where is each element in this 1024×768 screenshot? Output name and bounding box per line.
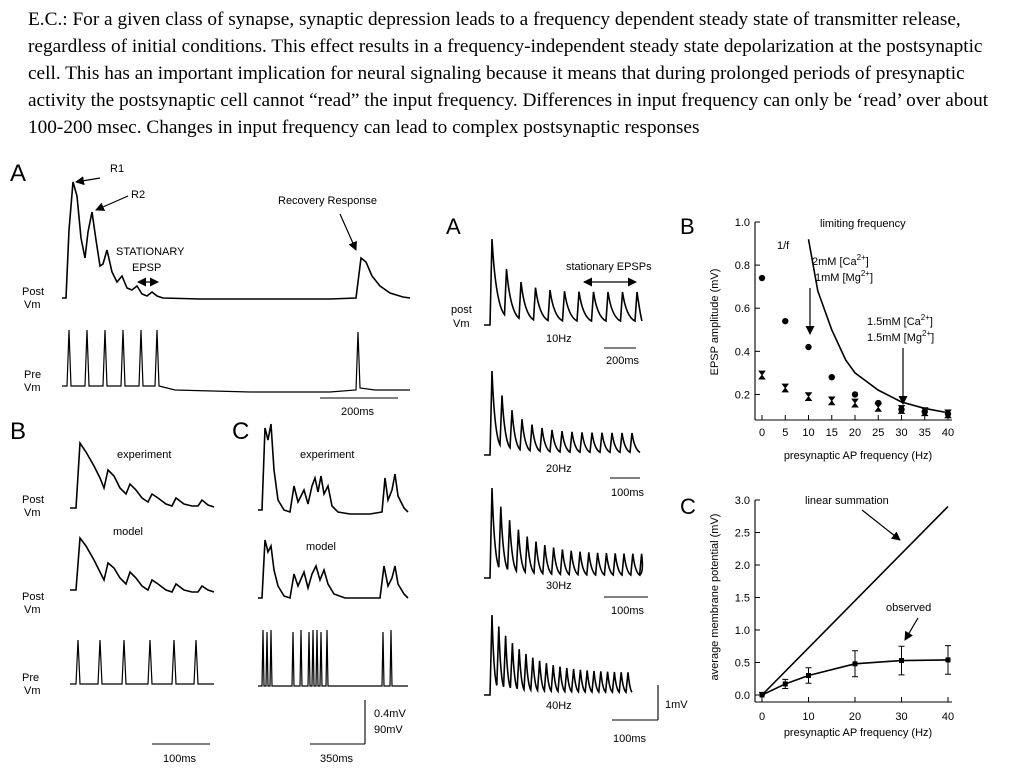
chart-c-observed-arrow [905,618,918,640]
c-experiment-trace [258,424,408,514]
chart-c-point [760,693,765,698]
left-c-letter: C [232,418,250,445]
chart-b-xtick-label: 25 [872,427,885,439]
left-b-letter: B [10,418,27,445]
chart-b-ca2-label: 2mM $[Ca^{2+}]$ [812,253,869,268]
chart-b-mg15-label: 1.5mM $[Mg^{2+}]$ [867,329,935,344]
r2-label: R2 [131,189,146,201]
chart-c-xtick-label: 20 [848,711,862,723]
chart-c-ytick-label: 0.5 [734,657,750,670]
b-model-label: model [113,526,143,538]
r1-arrow [76,178,100,182]
chart-b-xtick-label: 15 [825,427,838,439]
chart-b-mg1-label: 1mM $[Mg^{2+}]$ [815,269,874,284]
c-scale-mv2: 90mV [374,724,403,736]
chart-c-point [783,681,788,686]
chart-c-xtick-label: 10 [802,711,815,723]
chart-b-point-2mm [829,374,835,380]
b-post2-vm: Vm [24,604,41,616]
b-model-trace [70,538,214,592]
chart-b-ytick-label: 0.4 [734,346,750,359]
chart-c-xtick-label: 0 [758,711,766,723]
chart-b-xlabel: presynaptic AP frequency (Hz) [783,450,933,462]
chart-b-xtick-label: 10 [802,427,815,439]
chart-b-ytick-label: 0.8 [734,260,750,273]
right-figure-a [446,214,688,745]
chart-c-point [946,657,951,662]
pre-label: Pre [24,369,42,381]
chart-b-ytick-label: 0.2 [734,389,750,402]
chart-b-ytick-label: 0.6 [734,303,750,316]
trace-30hz [484,488,642,578]
chart-b-point-15mm [875,403,881,411]
scale-1mv-label: 1mV [665,699,688,711]
chart-c-ytick-label: 1.5 [734,592,750,605]
freq-40hz-label: 40Hz [546,700,572,712]
left-a-letter: A [10,160,27,187]
left-a-pre-trace [62,330,410,392]
b-post1-label: Post [22,494,45,506]
chart-b-limiting-label: limiting frequency [820,218,906,230]
right-a-post: post [451,304,472,316]
chart-b-point-15mm [829,397,835,405]
chart-c-observed-label: observed [886,602,932,614]
c-experiment-label: experiment [300,449,355,461]
chart-b-point-15mm [852,399,858,407]
chart-b-point-2mm [759,275,765,281]
left-figure [10,160,410,765]
pre-vm-label: Vm [24,382,41,394]
scale-100ms-3-label: 100ms [613,733,647,745]
trace-40hz [484,615,632,695]
chart-b-point-15mm [759,371,765,379]
freq-30hz-label: 30Hz [546,580,572,592]
chart-c-xlabel: presynaptic AP frequency (Hz) [783,727,933,739]
caption-paragraph: E.C.: For a given class of synapse, synaptic depression leads to a frequency dependent steady state of transmitter release, regardless of initial conditions. This effect results in a frequency-independent steady state depolarization at the postsynaptic cell. This has an important implication for neural signaling because it means that during prolonged periods of presynaptic activity the postsynaptic cell cannot “read” the input frequency. Differences in input frequency can only be ‘read’ over about 100-200 msec. Changes in input frequency can lead to complex postsynaptic responses [28,9,989,138]
chart-b-point-2mm [782,318,788,324]
chart-b-xtick-label: 20 [848,427,862,439]
chart-b-ylabel: EPSP amplitude (mV) [709,268,721,376]
chart-b-xtick-label: 0 [758,427,766,439]
c-model-label: model [306,541,336,553]
right-a-vm: Vm [453,318,470,330]
stationary-epsps-label: stationary EPSPs [566,261,652,273]
chart-c-linear-arrow [862,510,900,540]
b-experiment-label: experiment [117,449,172,461]
chart-b [680,214,954,462]
chart-b-xtick-label: 35 [918,427,931,439]
chart-c-ytick-label: 2.0 [734,560,750,572]
recovery-label: Recovery Response [278,195,378,207]
b-pre-vm: Vm [24,685,41,697]
b-post1-vm: Vm [24,507,41,519]
chart-c-ytick-label: 3.0 [734,495,750,507]
epsp-label: EPSP [132,262,162,274]
r2-arrow [96,196,128,210]
c-pre-trace [258,630,408,686]
chart-b-point-2mm [852,391,858,397]
post-vm-label: Vm [24,299,41,311]
scale-100ms-2-label: 100ms [611,605,645,617]
chart-c-ylabel: average membrane potential (mV) [709,513,721,681]
left-a-scale-label: 200ms [341,406,375,418]
chart-c-point [853,661,858,666]
chart-c-xtick-label: 40 [941,711,955,723]
c-scale-mv1: 0.4mV [374,708,406,720]
freq-20hz-label: 20Hz [546,463,572,475]
freq-10hz-label: 10Hz [546,333,572,345]
chart-c-ytick-label: 2.5 [734,527,750,540]
chart-b-point-2mm [805,344,811,350]
chart-c-letter: C [680,494,696,519]
chart-b-point-15mm [782,384,788,392]
chart-c [680,494,954,739]
b-pre-label: Pre [22,672,40,684]
chart-b-xtick-label: 5 [782,427,789,439]
scale-200ms-label: 200ms [606,355,640,367]
chart-c-point [806,673,811,678]
chart-b-xtick-label: 30 [895,427,908,439]
chart-c-point [899,658,904,663]
c-scale-ms: 350ms [320,753,354,765]
b-pre-trace [70,640,214,684]
scale-100ms-1-label: 100ms [611,487,645,499]
recovery-arrow [340,214,356,250]
post-label: Post [22,286,45,298]
chart-c-ytick-label: 1.0 [734,625,750,637]
r1-label: R1 [110,163,125,175]
right-a-letter: A [446,214,461,239]
chart-c-linear-label: linear summation [805,495,889,507]
chart-b-inv-label: 1/f [777,240,790,252]
chart-b-ytick-label: 1.0 [734,217,750,229]
chart-b-ca15-label: 1.5mM $[Ca^{2+}]$ [867,313,933,328]
b-post2-label: Post [22,591,45,603]
chart-b-xtick-label: 40 [941,427,955,439]
trace-20hz [484,371,640,455]
chart-b-letter: B [680,214,695,239]
chart-c-xtick-label: 30 [895,711,908,723]
b-scale-label: 100ms [163,753,197,765]
stationary-label: STATIONARY [116,246,185,258]
chart-c-ytick-label: 0.0 [734,690,750,702]
chart-b-point-15mm [806,393,812,401]
